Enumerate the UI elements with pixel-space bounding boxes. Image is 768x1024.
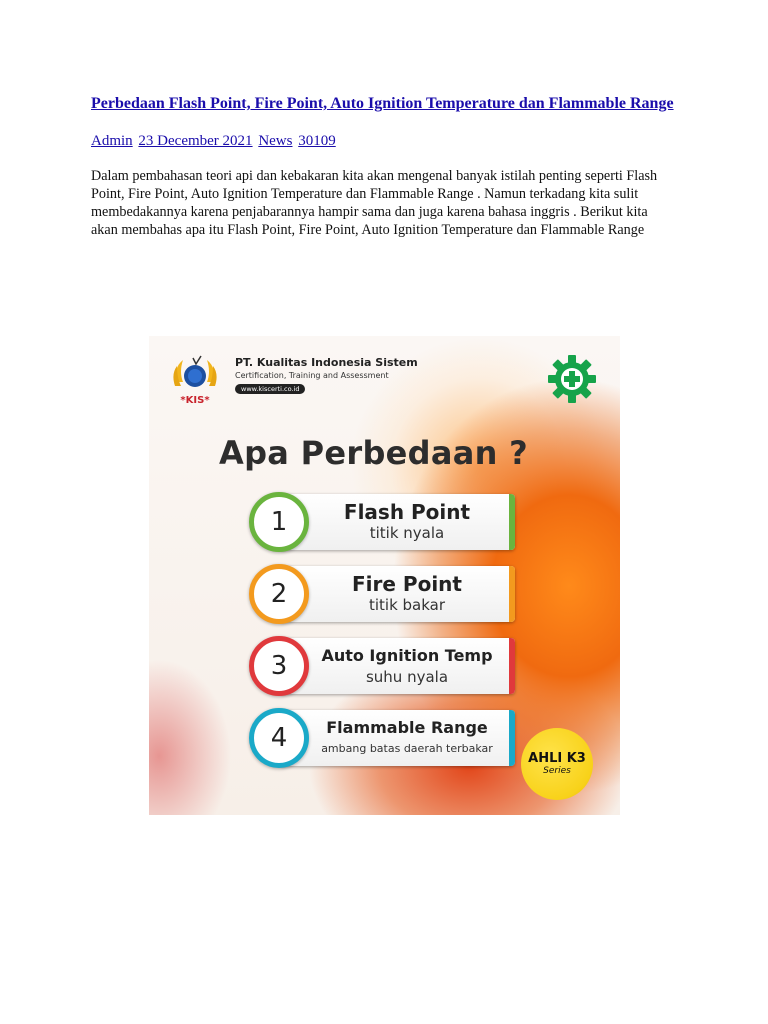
article [91, 94, 676, 253]
company-website: www.kiscerti.co.id [235, 384, 305, 394]
item-subtitle: suhu nyala [365, 668, 449, 686]
item-title: Auto Ignition Temp [321, 646, 493, 665]
item-title: Fire Point [352, 572, 462, 596]
company-tagline: Certification, Training and Assessment [235, 371, 389, 380]
item-flammable-range [249, 708, 515, 768]
item-fire-point [249, 564, 515, 624]
company-name: PT. Kualitas Indonesia Sistem [235, 356, 418, 369]
poster-headline: Apa Perbedaan ? [219, 434, 529, 472]
badge-subtitle: Series [543, 765, 571, 776]
safety-gear-cross-icon [547, 354, 597, 404]
item-subtitle: titik bakar [368, 596, 446, 614]
item-number: 3 [249, 636, 309, 696]
badge-title: AHLI K3 [528, 750, 586, 766]
item-title: Flammable Range [326, 718, 488, 737]
article-meta [91, 131, 676, 151]
ahli-k3-series-badge [521, 728, 593, 800]
item-number: 2 [249, 564, 309, 624]
article-title-link[interactable]: Perbedaan Flash Point, Fire Point, Auto Ignition Temperature dan Flammable Range [91, 95, 674, 112]
item-auto-ignition [249, 636, 515, 696]
item-number: 4 [249, 708, 309, 768]
article-image [149, 336, 620, 815]
item-flash-point [249, 492, 515, 552]
kis-logo-icon [169, 352, 221, 408]
article-body: Dalam pembahasan teori api dan kebakaran kita akan mengenal banyak istilah penting seperti Flash Point, Fire Point, Auto Ignition Temperature dan Flammable Range . Namun terkadang kita sulit membedakannya karena penjabarannya hampir sama dan juga karena bahasa inggris . Berikut kita akan membahas apa itu Flash Point, Fire Point, Auto Ignition Temperature dan Flammable Range [91, 168, 658, 238]
item-subtitle: titik nyala [369, 524, 445, 542]
date-link[interactable]: 23 December 2021 [138, 133, 253, 149]
kis-logo-text: *KIS* [180, 395, 210, 406]
author-link[interactable]: Admin [91, 133, 133, 149]
category-link[interactable]: News [258, 133, 293, 149]
item-title: Flash Point [343, 500, 471, 524]
item-number: 1 [249, 492, 309, 552]
item-subtitle: ambang batas daerah terbakar [321, 742, 493, 755]
views-link[interactable]: 30109 [298, 133, 336, 149]
